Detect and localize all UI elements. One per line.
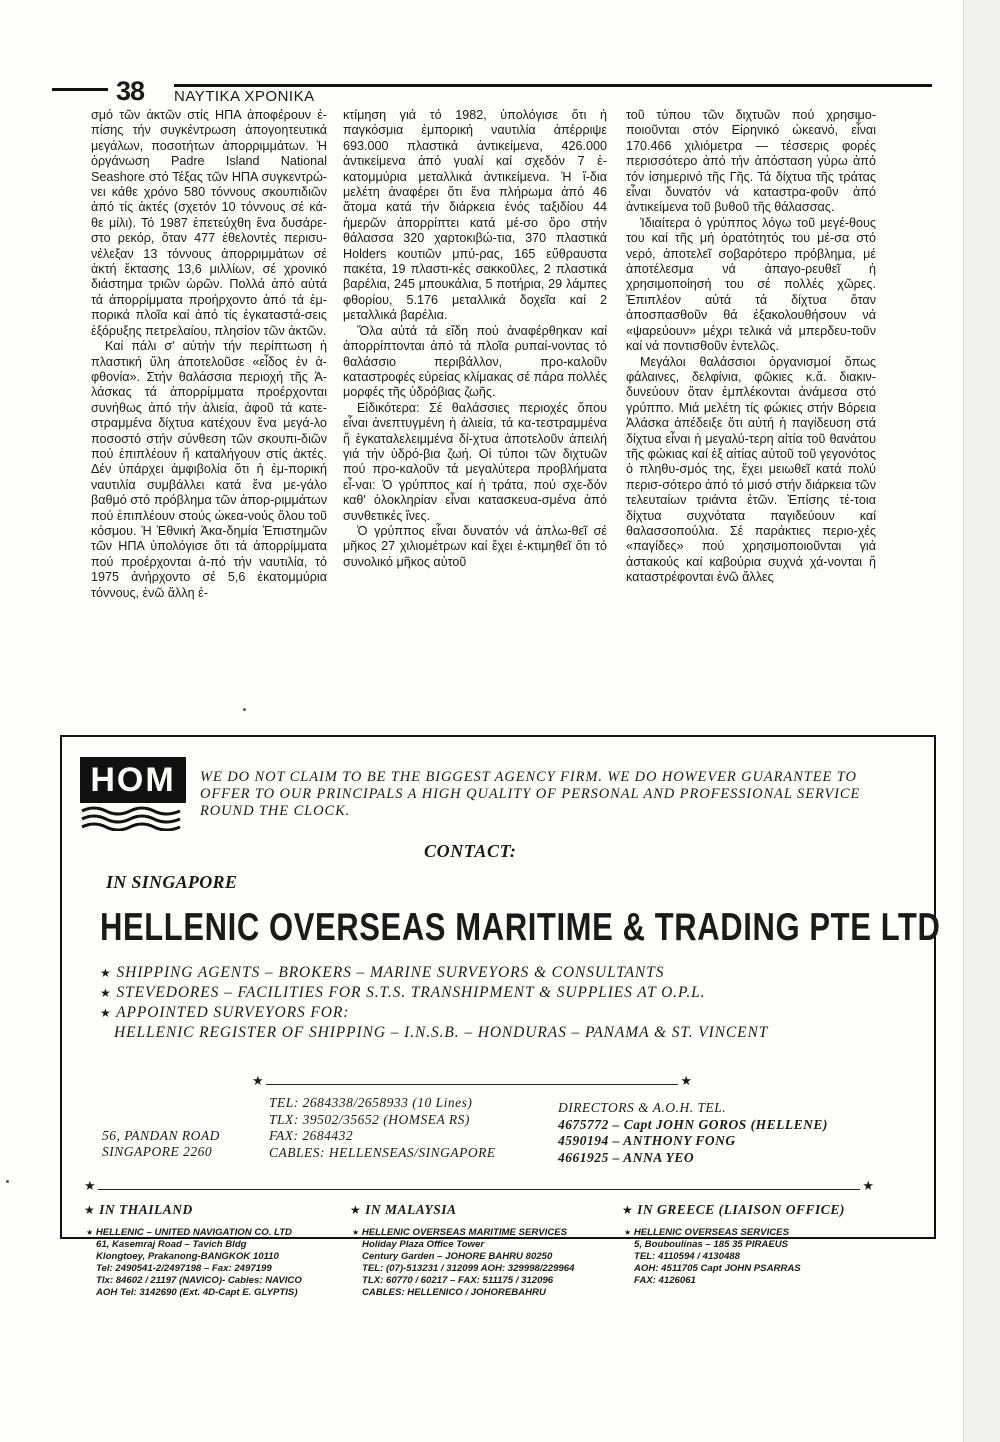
- ad-claim-text: WE DO NOT CLAIM TO BE THE BIGGEST AGENCY FIRM. WE DO HOWEVER GUARANTEE TO OFFER TO OUR PRINCIPALS A HIGH QUALITY OF PERSONAL AND PROFESSIONAL SERVICE ROUND THE CLOCK.: [200, 769, 861, 819]
- star-icon: ★: [680, 1074, 692, 1089]
- star-icon: ★: [624, 1228, 632, 1237]
- service-item: ★ SHIPPING AGENTS – BROKERS – MARINE SURVEYORS & CONSULTANTS: [100, 964, 665, 981]
- director-entry: 4675772 – Capt JOHN GOROS (HELLENE): [558, 1116, 828, 1132]
- star-icon: ★: [350, 1203, 362, 1217]
- singapore-telecom: TEL: 2684338/2658933 (10 Lines) TLX: 39502/35652 (HOMSEA RS) FAX: 2684432 CABLES: HELLENSEAS/SINGAPORE: [269, 1095, 496, 1160]
- star-icon: ★: [252, 1074, 264, 1089]
- advertisement: [60, 735, 941, 1298]
- contact-label: CONTACT:: [424, 841, 517, 861]
- waves-icon: [80, 805, 182, 831]
- services-list: [100, 963, 768, 1042]
- paragraph: κτίμηση γιά τό 1982, ὑπολόγισε ὅτι ἡ παγκόσμια ἐμπορική ναυτιλία ἀπέρριψε 693.000 πλαστικά ἀντικείμενα, 426.000 ἀντικείμενα ἀπό γυαλί καί σχεδόν 7 ἑ-κατομμύρια μεταλλικά ἀντικείμενα. Ἡ ἴ-δια μελέτη ἀναφέρει ὅτι ἕνα πλήρωμα ἀπό 46 ἄτομα κατά τήν διάρκεια ἑνός ταξιδίου 44 ἡμερῶν ἀπορρίπτει κατά μέ-σο ὅρο στήν θάλασσα 320 χαρτοκιβώ-τια, 370 πλαστικά Holders κουτιῶν μπύ-ρας, 165 εὔθραυστα πακέτα, 19 πλαστι-κές σακκοῦλες, 2 πλαστικά βαρέλια, 245 μπουκάλια, 5 ποτήρια, 29 λάμπες φθορίου, 5.176 μεταλλικά δοχεῖα καί 2 μεταλλικά βαρέλια.: [343, 108, 607, 323]
- paragraph: Καί πάλι σ' αὐτήν τήν περίπτωση ἡ πλαστική ὕλη ἀποτελοῦσε «εἶδος ἐν ἀ-φθονία». Στήν θαλάσσια περιοχή τῆς Ἀ-λάσκας τά ἀπορρίμματα προέρχονται συνήθως ἀπό τήν ἁλιεία, ἀφοῦ τά κατε-στραμμένα δίχτυα κατέχουν ἕνα μεγά-λο ποσοστό στήν σύνθεση τῶν σκουπι-διῶν πού ἐπιπλέουν ἤ καταλήγουν στίς ἀκτές. Δέν ὑπάρχει ἀμφιβολία ὅτι ἡ ἐμ-πορική ναυτιλία συμβάλλει κατά ἕνα με-γάλο βαθμό στό πρόβλημα τῶν ἀπορ-ριμμάτων πού ἐπιπλέουν στούς ὠκεα-νούς ὅλου τοῦ κόσμου. Ἡ Ἐθνική Ἀκα-δημία Ἐπιστημῶν τῶν ΗΠΑ ὑπολόγισε ὅτι τά ἀπορρίμματα πού προέρχονται ἀ-πό τήν ναυτιλία, τό 1975 ἀνήρχοντο σέ 5,6 ἑκατομμύρια τόννους, ἐνῶ ἄλλη ἐ-: [91, 339, 327, 600]
- paragraph: τοῦ τύπου τῶν διχτυῶν πού χρησιμο-ποιοῦνται στόν Εἰρηνικό ὠκεανό, εἶναι 170.466 χιλιόμετρα — τέσσερις φορές περισσότερο ἀπό τήν ἀπόσταση γύρω ἀπό τόν ἰσημερινό τῆς Γῆς. Τά δίχτυα τῆς τράτας εἶναι δυνατόν νά καταστρα-φοῦν ἀπό ἀντικείμενα τοῦ βυθοῦ τῆς θάλασσας.: [626, 108, 876, 215]
- singapore-address: 56, PANDAN ROAD SINGAPORE 2260: [102, 1128, 220, 1159]
- page-number: 38: [116, 76, 145, 106]
- logo-wordmark: HOM: [80, 757, 186, 803]
- star-icon: ★: [862, 1179, 874, 1194]
- surveyors-line: HELLENIC REGISTER OF SHIPPING – I.N.S.B. – HONDURAS – PANAMA & ST. VINCENT: [114, 1024, 769, 1041]
- service-item: ★ APPOINTED SURVEYORS FOR:: [100, 1004, 350, 1021]
- page-header: [52, 78, 932, 106]
- star-icon: ★: [352, 1228, 360, 1237]
- star-icon: ★: [622, 1203, 634, 1217]
- paragraph: Ὅλα αὐτά τά εἴδη πού ἀναφέρθηκαν καί ἀπορρίπτονται ἀπό τά πλοῖα ρυπαί-νοντας τό θαλάσσιο περιβάλλον, προ-καλοῦν καταστροφές εὐρείας κλίμακας σέ πάρα πολλές μορφές τῆς ὑδρόβιας ζωῆς.: [343, 323, 607, 400]
- star-icon: ★: [100, 1006, 112, 1020]
- article-column-2: [343, 108, 607, 720]
- director-entry: 4661925 – ANNA YEO: [558, 1149, 695, 1165]
- star-icon: ★: [84, 1179, 96, 1194]
- print-speck: [6, 1180, 9, 1183]
- star-icon: ★: [84, 1203, 96, 1217]
- publication-title: ΝΑΥΤΙΚΑ ΧΡΟΝΙΚΑ: [174, 88, 315, 105]
- hom-logo: [80, 751, 182, 835]
- company-name: HELLENIC OVERSEAS MARITIME & TRADING PTE LTD: [100, 905, 941, 949]
- office-greece: ★ IN GREECE (LIAISON OFFICE) ★ HELLENIC OVERSEAS SERVICES 5, Bouboulinas – 185 35 PIRAEUS TEL: 4110594 / 4130488 AOH: 4511705 Capt JOHN PSARRAS FAX: 4126061: [622, 1202, 845, 1286]
- print-speck: [243, 708, 246, 711]
- paragraph: Εἰδικότερα: Σέ θαλάσσιες περιοχές ὅπου εἶναι ἀνεπτυγμένη ἡ ἁλιεία, τά κα-τεστραμμένα ἤ ἐγκαταλελειμμένα δί-χτυα ἀποτελοῦν ἀπειλή γιά τήν ὑδρό-βια ζωή. Οἱ τύποι τῶν διχτυῶν πού προ-καλοῦν τά μεγαλύτερα προβλήματα εἶ-ναι: Ὁ γρύππος καί ἡ τράτα, πού σχε-δόν καθ' ὁλοκληρίαν εἶναι κατασκευα-σμένα ἀπό συνθετικές ἴνες.: [343, 400, 607, 523]
- directors-title: DIRECTORS & A.O.H. TEL.: [558, 1100, 727, 1115]
- office-thailand: ★ IN THAILAND ★ HELLENIC – UNITED NAVIGATION CO. LTD 61, Kasemraj Road – Tavich Bldg Klongtoey, Prakanong-BANGKOK 10110 Tel: 2490541-2/2497198 – Fax: 2497199 Tlx: 84602 / 21197 (NAVICO)- Cables: NAVICO AOH Tel: 3142690 (Ext. 4D-Capt E. GLYPTIS): [84, 1202, 302, 1298]
- service-item: ★ STEVEDORES – FACILITIES FOR S.T.S. TRANSHIPMENT & SUPPLIES AT O.P.L.: [100, 984, 706, 1001]
- singapore-label: IN SINGAPORE: [106, 872, 238, 892]
- page-edge-shadow: [963, 0, 1000, 1442]
- article-column-1: [91, 108, 327, 720]
- header-rule-left: [52, 88, 108, 91]
- header-rule-right: [174, 84, 932, 87]
- director-entry: 4590194 – ANTHONY FONG: [558, 1133, 736, 1148]
- star-icon: ★: [86, 1228, 94, 1237]
- star-icon: ★: [100, 986, 112, 1000]
- star-icon: ★: [100, 966, 112, 980]
- paragraph: Μεγάλοι θαλάσσιοι ὀργανισμοί ὅπως φάλαινες, δελφίνια, φῶκιες κ.ἄ. διακιν-δυνεύουν ὅταν ἐμπλέκονται ἀνάμεσα στό γρύππο. Μιά μελέτη τίς φώκιες στήν Βόρεια Ἀλάσκα ἀπέδειξε ὅτι αὐτή ἡ παγίδευση στά δίχτυα εἶναι ἡ μεγαλύ-τερη αἰτία τοῦ θανάτου τῆς φώκιας καί ἐξ αἰτίας αὐτοῦ τοῦ γεγονότος ὁ πληθυ-σμός της, ἔχει μειωθεῖ κατά πολύ περισ-σότερο ἀπό τό μισό στήν διάρκεια τῶν τελευταίων τριάντα ἐτῶν. Ἐπίσης τέ-τοια δίχτυα συχνότατα παγιδεύουν καί θαλασσοπούλια. Σέ παράκτιες περιο-χές «παγίδες» πού χρησιμοποιοῦνται γιά ἀστακούς καί καβούρια συχνά χά-νονται ἤ καταστρέφονται ἐνῶ ἄλλες: [626, 354, 876, 585]
- paragraph: Ἰδιαίτερα ὁ γρύππος λόγω τοῦ μεγέ-θους του καί τῆς μή ὁρατότητός του μέ-σα στό νερό, ἀποτελεῖ σοβαρότερο πρόβλημα, μέ ἀποτέλεσμα νά ἀπαγο-ρευθεῖ ἡ χρησιμοποίησή του σέ πολλές χῶρες. Ἐπιπλέον αὐτά τά δίχτυα ὅταν ἀποσπασθοῦν θά ἐξακολουθήσουν νά «ψαρεύουν» μέχρι τελικά νά μπερδευ-τοῦν καί νά ποντισθοῦν ἐντελῶς.: [626, 215, 876, 354]
- office-malaysia: ★ IN MALAYSIA ★ HELLENIC OVERSEAS MARITIME SERVICES Holiday Plaza Office Tower Century Garden – JOHORE BAHRU 80250 TEL: (07)-513231 / 312099 AOH: 329998/229964 TLX: 60770 / 60217 – FAX: 511175 / 312096 CABLES: HELLENICO / JOHOREBAHRU: [350, 1202, 575, 1298]
- paragraph: σμό τῶν ἀκτῶν στίς ΗΠΑ ἀποφέρουν ἐ-πίσης τήν συγκέντρωση ἀπογοητευτικά μεγάλων, ποσοτήτων ἀπορριμμάτων. Ἡ ὀργάνωση Padre Island National Seashore στό Τέξας τῶν ΗΠΑ συγκεντρώ-νει κάθε χρόνο 580 τόννους σκουπιδιῶν ἀπό τίς ἀκτές (σχετόν 10 τόννους σέ κά-θε μίλι). Τό 1987 ἐπετεύχθη ἕνα δυσάρε-στο ρεκόρ, ὅταν 477 ἐθελοντές περισυ-νέλεξαν 13 τόννους ἀπορριμμάτων σέ ἀκτή ἔκτασης 13,6 μιλλίων, σέ χρονικό διάστημα τριῶν ὡρῶν. Πολλά ἀπό αὐτά τά ἀπορρίμματα προήρχοντο ἀπό τά ἐμ-πορικά πλοῖα καί ἀπό τίς ἐγκαταστά-σεις ἐξόρυξης πετρελαίου, πλησίον τῶν ἀκτῶν.: [91, 108, 327, 338]
- directors-block: [558, 1100, 828, 1166]
- article-column-3: [626, 108, 876, 720]
- paragraph: Ὁ γρύππος εἶναι δυνατόν νά ἁπλω-θεῖ σέ μῆκος 27 χιλιομέτρων καί ἔχει ἐ-κτιμηθεῖ ὅτι τό συνολικό μῆκος αὐτοῦ: [343, 523, 607, 569]
